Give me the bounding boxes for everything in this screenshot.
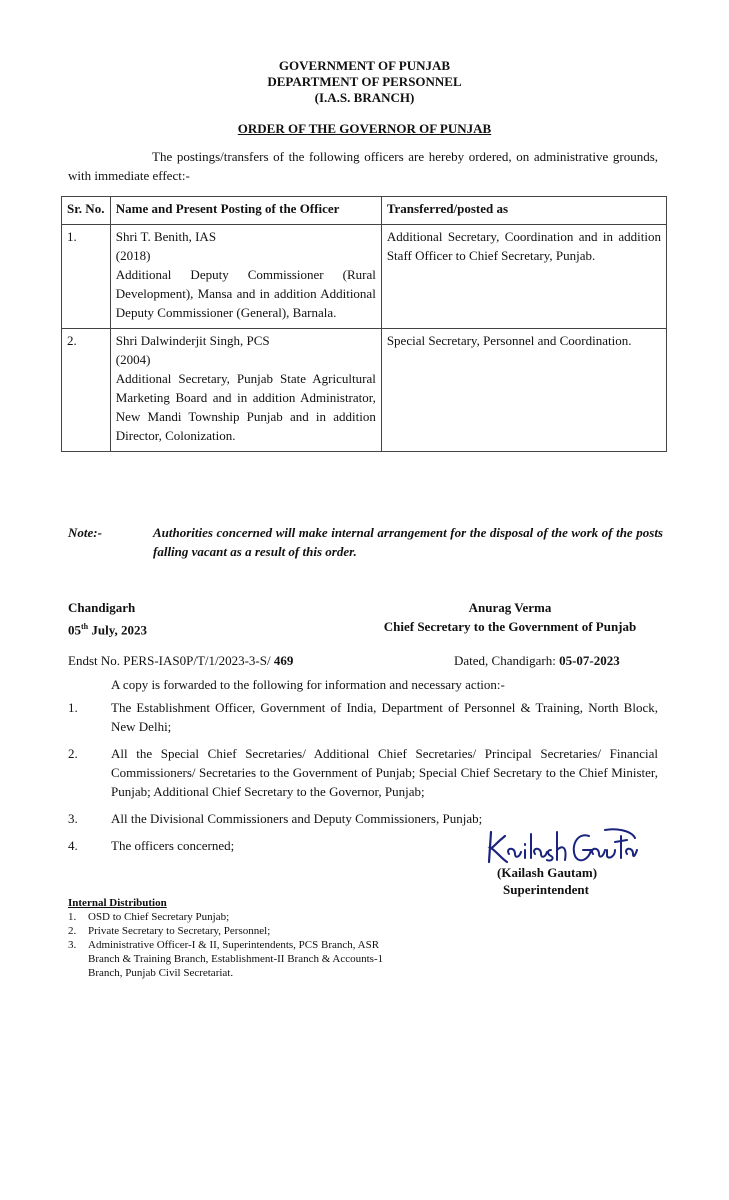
header-department: DEPARTMENT OF PERSONNEL: [267, 74, 462, 89]
list-item: [68, 744, 658, 801]
order-title: ORDER OF THE GOVERNOR OF PUNJAB: [237, 121, 492, 136]
signatory-name: Anurag Verma: [468, 600, 552, 615]
table-row: [62, 329, 667, 452]
list-item-number: 4.: [68, 838, 78, 853]
header-government: GOVERNMENT OF PUNJAB: [278, 58, 451, 73]
row-posted-as: Special Secretary, Personnel and Coordination.: [381, 329, 666, 452]
table-header-row: [62, 197, 667, 225]
list-item: [68, 924, 398, 938]
order-date: [68, 617, 147, 639]
endst-number: [68, 651, 293, 670]
list-item-number: 3.: [68, 939, 77, 951]
list-item-text: The Establishment Officer, Government of India, Department of Personnel & Training, North Block, New Delhi;: [111, 700, 658, 734]
endst-no-value: 469: [273, 653, 294, 668]
col-header-sr-no: Sr. No.: [62, 197, 111, 225]
intro-text: The postings/transfers of the following officers are hereby ordered, on administrative grounds, with immediate effect:-: [68, 149, 658, 183]
copy-intro: A copy is forwarded to the following for information and necessary action:-: [111, 677, 505, 692]
officer-present-posting: Additional Secretary, Punjab State Agricultural Marketing Board and in addition Administrator, New Mandi Township Punjab and in addition Director, Colonization.: [115, 371, 376, 443]
note-label: Note:-: [68, 525, 102, 540]
officer-batch: (2018): [115, 248, 151, 263]
list-item-number: 2.: [68, 925, 77, 937]
list-item-number: 1.: [68, 911, 77, 923]
list-item-text: Administrative Officer-I & II, Superintendents, PCS Branch, ASR Branch & Training Branch, Establishment-II Branch & Accounts-1 Branch, Punjab Civil Secretariat.: [88, 939, 384, 979]
row-sr-no: 1.: [62, 225, 111, 329]
table-row: [62, 225, 667, 329]
row-officer-cell: [110, 225, 381, 329]
intro-paragraph: [68, 147, 658, 185]
list-item-number: 2.: [68, 746, 78, 761]
row-sr-no: 2.: [62, 329, 111, 452]
internal-distribution-title: Internal Distribution: [68, 897, 167, 909]
list-item: [68, 698, 658, 736]
list-item-text: OSD to Chief Secretary Punjab;: [88, 911, 230, 923]
superintendent-designation: Superintendent: [503, 882, 589, 897]
note-text: Authorities concerned will make internal arrangement for the disposal of the work of the posts falling vacant as a result of this order.: [153, 525, 663, 559]
col-header-transferred: Transferred/posted as: [381, 197, 666, 225]
list-item-text: Private Secretary to Secretary, Personnel;: [88, 925, 271, 937]
col-header-name-posting: Name and Present Posting of the Officer: [110, 197, 381, 225]
header-branch: (I.A.S. BRANCH): [314, 90, 415, 105]
date-month-year: July, 2023: [88, 622, 147, 638]
row-posted-as: Additional Secretary, Coordination and in addition Staff Officer to Chief Secretary, Punjab.: [381, 225, 666, 329]
list-item-text: All the Divisional Commissioners and Deputy Commissioners, Punjab;: [111, 811, 483, 826]
row-officer-cell: [110, 329, 381, 452]
internal-distribution-list: [68, 910, 398, 980]
superintendent-signature: [485, 826, 640, 868]
officer-name: Shri Dalwinderjit Singh, PCS: [115, 333, 270, 348]
date-day: 05: [68, 622, 81, 638]
dated-value: 05-07-2023: [559, 653, 620, 668]
list-item-number: 1.: [68, 700, 78, 715]
list-item: [68, 910, 398, 924]
list-item-text: All the Special Chief Secretaries/ Additional Chief Secretaries/ Principal Secretaries/ Financial Commissioners/ Secretaries to the Government of Punjab; Special Chief Secretary to the Chief Minister, Punjab; Additional Chief Secretary to the Governor, Punjab;: [111, 746, 658, 799]
endst-prefix: Endst No. PERS-IAS0P/T/1/2023-3-S/: [68, 653, 271, 668]
postings-table: [61, 196, 667, 452]
signatory-designation: Chief Secretary to the Government of Punjab: [383, 619, 637, 634]
list-item-number: 3.: [68, 811, 78, 826]
dated-label: Dated, Chandigarh:: [454, 653, 560, 668]
list-item: [68, 938, 398, 980]
date-suffix: th: [81, 622, 89, 631]
list-item-text: The officers concerned;: [111, 838, 235, 853]
officer-name: Shri T. Benith, IAS: [115, 229, 217, 244]
officer-batch: (2004): [115, 352, 151, 367]
superintendent-name: (Kailash Gautam): [497, 865, 598, 880]
endst-dated: [454, 651, 620, 670]
place: Chandigarh: [68, 600, 136, 615]
officer-present-posting: Additional Deputy Commissioner (Rural Development), Mansa and in addition Additional Deputy Commissioner (General), Barnala.: [115, 267, 376, 320]
